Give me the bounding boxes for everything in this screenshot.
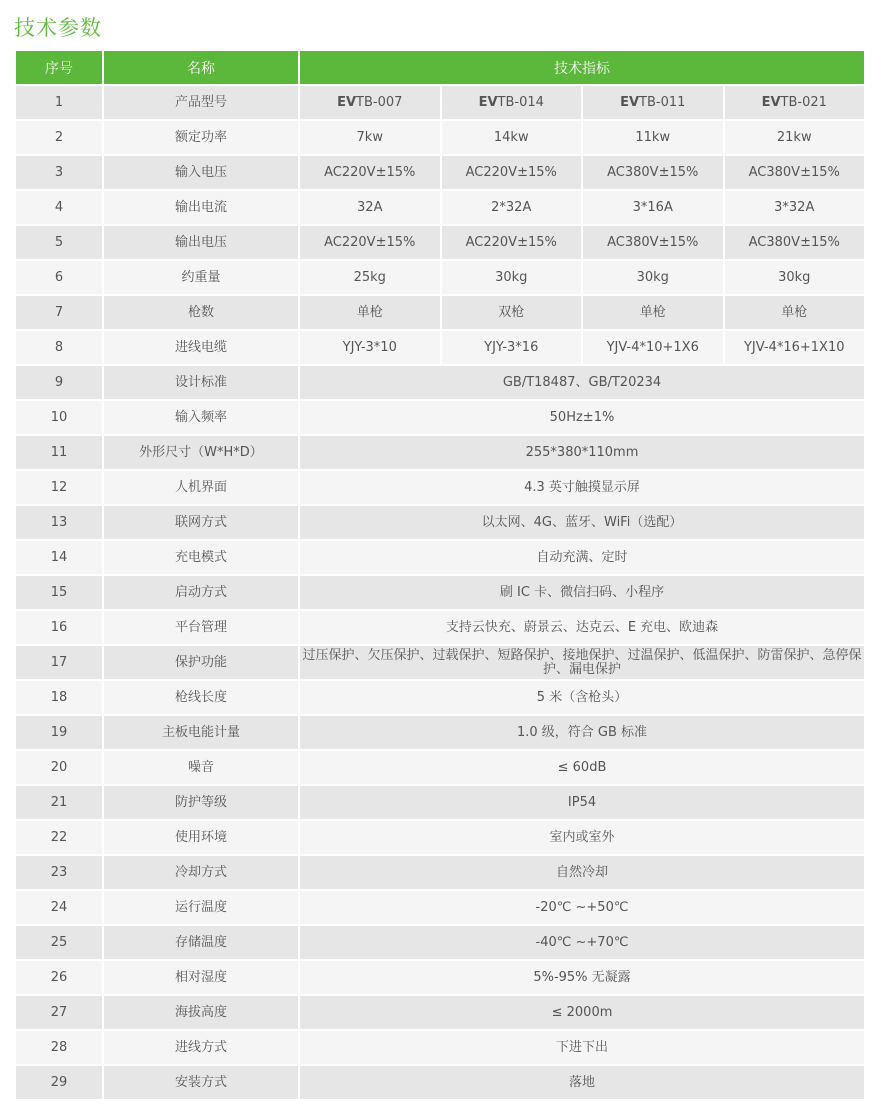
value-cell-merged: ≤ 60dB (299, 750, 865, 785)
row-index: 12 (15, 470, 103, 505)
row-name: 防护等级 (103, 785, 299, 820)
table-row (15, 750, 865, 785)
row-index: 10 (15, 400, 103, 435)
row-name: 主板电能计量 (103, 715, 299, 750)
row-name: 海拔高度 (103, 995, 299, 1030)
row-index: 3 (15, 155, 103, 190)
row-name: 设计标准 (103, 365, 299, 400)
value-cell: 单枪 (582, 295, 724, 330)
spec-table (14, 49, 866, 1101)
value-cell-merged: 自动充满、定时 (299, 540, 865, 575)
row-index: 19 (15, 715, 103, 750)
row-index: 22 (15, 820, 103, 855)
value-cell: 2*32A (441, 190, 583, 225)
value-cell: YJV-4*10+1X6 (582, 330, 724, 365)
value-cell: YJY-3*16 (441, 330, 583, 365)
row-name: 输出电流 (103, 190, 299, 225)
row-index: 27 (15, 995, 103, 1030)
row-index: 21 (15, 785, 103, 820)
header-spec: 技术指标 (299, 50, 865, 85)
row-name: 平台管理 (103, 610, 299, 645)
row-name: 联网方式 (103, 505, 299, 540)
row-index: 15 (15, 575, 103, 610)
row-name: 外形尺寸（W*H*D） (103, 435, 299, 470)
row-name: 启动方式 (103, 575, 299, 610)
value-cell: 7kw (299, 120, 441, 155)
row-index: 18 (15, 680, 103, 715)
value-cell: 32A (299, 190, 441, 225)
table-row (15, 225, 865, 260)
value-cell-merged: 5 米（含枪头） (299, 680, 865, 715)
row-name: 充电模式 (103, 540, 299, 575)
value-cell-merged: -20℃ ~+50℃ (299, 890, 865, 925)
model-suffix: TB-011 (639, 94, 686, 110)
row-name: 保护功能 (103, 645, 299, 680)
row-name: 使用环境 (103, 820, 299, 855)
value-cell: AC380V±15% (582, 225, 724, 260)
row-name: 人机界面 (103, 470, 299, 505)
table-row (15, 890, 865, 925)
table-row (15, 435, 865, 470)
table-row (15, 925, 865, 960)
table-row (15, 680, 865, 715)
table-row (15, 330, 865, 365)
table-row (15, 155, 865, 190)
row-name: 进线方式 (103, 1030, 299, 1065)
row-index: 2 (15, 120, 103, 155)
row-index: 8 (15, 330, 103, 365)
value-cell: AC380V±15% (724, 155, 866, 190)
value-cell: 单枪 (724, 295, 866, 330)
value-cell: 30kg (441, 260, 583, 295)
value-cell-merged: IP54 (299, 785, 865, 820)
model-suffix: TB-014 (497, 94, 544, 110)
value-cell-merged: 以太网、4G、蓝牙、WiFi（选配） (299, 505, 865, 540)
row-name: 运行温度 (103, 890, 299, 925)
model-suffix: TB-021 (780, 94, 827, 110)
value-cell: AC220V±15% (299, 225, 441, 260)
table-row (15, 995, 865, 1030)
table-row (15, 610, 865, 645)
value-cell: 3*32A (724, 190, 866, 225)
row-index: 29 (15, 1065, 103, 1100)
value-cell: YJY-3*10 (299, 330, 441, 365)
table-header-row (15, 50, 865, 85)
value-cell-merged: ≤ 2000m (299, 995, 865, 1030)
row-index: 25 (15, 925, 103, 960)
row-index: 28 (15, 1030, 103, 1065)
row-index: 1 (15, 85, 103, 120)
model-cell (582, 85, 724, 120)
value-cell: 30kg (582, 260, 724, 295)
value-cell: 11kw (582, 120, 724, 155)
model-prefix: EV (761, 94, 781, 110)
table-row (15, 1030, 865, 1065)
value-cell-merged: 4.3 英寸触摸显示屏 (299, 470, 865, 505)
value-cell: AC220V±15% (299, 155, 441, 190)
row-name: 额定功率 (103, 120, 299, 155)
table-row (15, 260, 865, 295)
value-cell-merged: 下进下出 (299, 1030, 865, 1065)
value-cell: AC380V±15% (582, 155, 724, 190)
row-name: 安装方式 (103, 1065, 299, 1100)
table-row (15, 295, 865, 330)
value-cell-merged: 1.0 级，符合 GB 标准 (299, 715, 865, 750)
row-name: 噪音 (103, 750, 299, 785)
table-row (15, 855, 865, 890)
table-row (15, 645, 865, 680)
row-name: 输入电压 (103, 155, 299, 190)
value-cell: 30kg (724, 260, 866, 295)
value-cell-merged: 落地 (299, 1065, 865, 1100)
page-title: 技术参数 (14, 16, 102, 40)
model-suffix: TB-007 (356, 94, 403, 110)
table-row (15, 1065, 865, 1100)
table-row (15, 120, 865, 155)
table-row (15, 470, 865, 505)
value-cell-merged: 50Hz±1% (299, 400, 865, 435)
value-cell-merged: -40℃ ~+70℃ (299, 925, 865, 960)
row-name: 进线电缆 (103, 330, 299, 365)
row-index: 14 (15, 540, 103, 575)
value-cell: 双枪 (441, 295, 583, 330)
row-index: 11 (15, 435, 103, 470)
table-row (15, 505, 865, 540)
value-cell: 3*16A (582, 190, 724, 225)
table-row (15, 190, 865, 225)
row-name: 冷却方式 (103, 855, 299, 890)
value-cell: AC380V±15% (724, 225, 866, 260)
table-row (15, 785, 865, 820)
row-index: 7 (15, 295, 103, 330)
table-row (15, 85, 865, 120)
row-index: 26 (15, 960, 103, 995)
header-name: 名称 (103, 50, 299, 85)
row-name: 输入频率 (103, 400, 299, 435)
model-prefix: EV (337, 94, 357, 110)
value-cell: AC220V±15% (441, 225, 583, 260)
table-row (15, 365, 865, 400)
value-cell: 21kw (724, 120, 866, 155)
row-index: 16 (15, 610, 103, 645)
model-cell (299, 85, 441, 120)
table-row (15, 715, 865, 750)
value-cell-merged: 5%-95% 无凝露 (299, 960, 865, 995)
value-cell-merged: 自然冷却 (299, 855, 865, 890)
row-name: 输出电压 (103, 225, 299, 260)
value-cell-merged: 255*380*110mm (299, 435, 865, 470)
row-name: 约重量 (103, 260, 299, 295)
row-name: 枪线长度 (103, 680, 299, 715)
row-index: 17 (15, 645, 103, 680)
row-index: 4 (15, 190, 103, 225)
row-index: 6 (15, 260, 103, 295)
model-prefix: EV (478, 94, 498, 110)
row-name: 枪数 (103, 295, 299, 330)
table-row (15, 575, 865, 610)
header-index: 序号 (15, 50, 103, 85)
value-cell-merged: 刷 IC 卡、微信扫码、小程序 (299, 575, 865, 610)
model-prefix: EV (620, 94, 640, 110)
value-cell-merged: 过压保护、欠压保护、过载保护、短路保护、接地保护、过温保护、低温保护、防雷保护、急停保护、漏电保护 (299, 645, 865, 680)
row-index: 20 (15, 750, 103, 785)
table-row (15, 400, 865, 435)
row-name: 相对湿度 (103, 960, 299, 995)
value-cell-merged: 支持云快充、蔚景云、达克云、E 充电、欧迪森 (299, 610, 865, 645)
value-cell: 25kg (299, 260, 441, 295)
row-index: 23 (15, 855, 103, 890)
table-row (15, 820, 865, 855)
value-cell: YJV-4*16+1X10 (724, 330, 866, 365)
row-name: 存储温度 (103, 925, 299, 960)
row-index: 9 (15, 365, 103, 400)
table-body (15, 85, 865, 1100)
row-index: 24 (15, 890, 103, 925)
row-name: 产品型号 (103, 85, 299, 120)
value-cell-merged: GB/T18487、GB/T20234 (299, 365, 865, 400)
table-row (15, 960, 865, 995)
model-cell (441, 85, 583, 120)
value-cell: 单枪 (299, 295, 441, 330)
table-row (15, 540, 865, 575)
value-cell: 14kw (441, 120, 583, 155)
model-cell (724, 85, 866, 120)
value-cell: AC220V±15% (441, 155, 583, 190)
row-index: 13 (15, 505, 103, 540)
value-cell-merged: 室内或室外 (299, 820, 865, 855)
row-index: 5 (15, 225, 103, 260)
